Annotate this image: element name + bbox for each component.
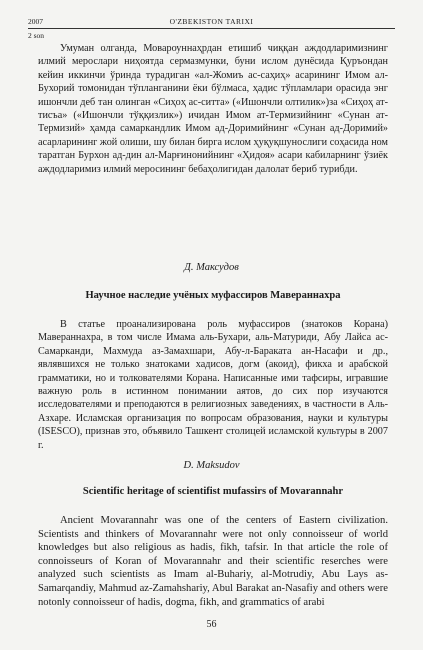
english-author: D. Maksudov — [183, 460, 240, 471]
header-issue: 2 son — [28, 31, 45, 40]
russian-author: Д. Максудов — [184, 262, 239, 273]
header-journal-title: O'ZBEKISTON TARIXI — [169, 17, 254, 26]
russian-paragraph: В статье проанализирована роль муфассиров (знатоков Корана) Мавераннахра, в том числе Имама аль-Бухари, аль-Матуриди, Абу Лайса ас-Самарканди, Махмуда аз-Замахшари, Абу-л-Бараката ан-Насафи и др., являвшихся не только знатоками хадисов, догм (акоид), фикха и арабской грамматики, но и толкователями Корана. Написанные ими тафсиры, игравшие важную роль в истинном понимании аятов, до сих пор изучаются исследователями и преподаются в религиозных заведениях, в частности в Аль-Азхаре. Исламская организация по вопросам образования, науки и культуры (ISESCO), признав это, объявило Ташкент столицей исламской культуры в 2007 г. — [38, 319, 388, 451]
running-header — [28, 17, 395, 27]
header-year: 2007 — [28, 17, 43, 26]
english-paragraph: Ancient Movarannahr was one of the centers of Eastern civilization. Scientists and thinkers of Movarannahr were not only connoisseur of world knowledges but also religious as hadis, fikh, tafsir. In that article the role of connoisseurs of Koran of Movarannahr and their scientific reserches were analyzed such scientists as Imam al-Buhariy, al-Motrudiy, Abu Lays as-Samarqandiy, Mahmud az-Zamahshariy, Abul Barakat an-Nasafiy and others were notonly connoisseur of hadis, dogma, fikh, and grammatics of arabi — [38, 515, 388, 608]
english-abstract — [38, 514, 388, 609]
english-title: Scientific heritage of scientifist mufassirs of Movarannahr — [82, 486, 344, 497]
uzbek-text-block — [38, 42, 388, 176]
header-rule — [28, 28, 395, 29]
uzbek-paragraph: Умуман олганда, Мовароуннаҳрдан етишиб чиққан аждодларимизнинг илмий мерослари ниҳоятда сермазмунки, буни ислом дунёсида Қуръондан кейин иккинчи ўринда турадиган «ал-Жомиъ ас-саҳиҳ» асарининг Имом ал-Бухорий томонидан тўпланганини ёки бўлмаса, ҳадис тўпламлари орасида энг ишончли деб тан олинган «Сиҳоҳ ас-ситта» («Ишончли олтилик»)за «Сиҳоҳ ат-тисъа» («Ишончли тўққизлик») ичидан Имом ат-Термизийнинг «Сунан ат-Термизий» ҳамда самаркандлик Имом ад-Доримийнинг «Сунан ад-Доримий» асарларининг жой олиши, шу билан бирга ислом ҳуқуқшунослиги соҳасида ном таратган Бурхон ад-дин ал-Марғинонийнинг «Ҳидоя» асари кабиларнинг ўзиёк аждодларимиз илмий меросининг бебаҳолигидан далолат бериб турибди. — [38, 43, 388, 175]
russian-abstract — [38, 318, 388, 452]
page-number: 56 — [206, 619, 217, 630]
russian-title: Научное наследие учёных муфассиров Мавераннахра — [85, 290, 341, 301]
